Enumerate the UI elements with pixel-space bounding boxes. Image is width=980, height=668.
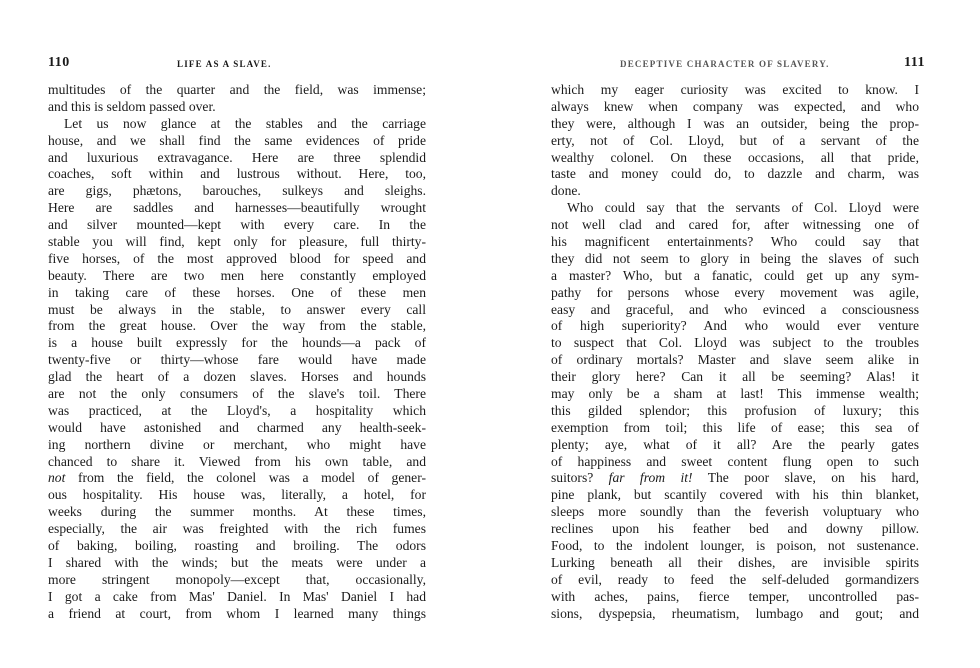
text-line [48, 133, 426, 150]
text-line [48, 504, 426, 521]
line-text: coaches, soft within and lustrous without. Here, too, [48, 166, 426, 182]
text-line [48, 200, 426, 217]
text-line [551, 335, 919, 352]
text-line [551, 166, 919, 183]
line-text-after: The poor slave, on his hard, [692, 470, 919, 486]
line-text: more stringent monopoly—except that, occasionally, [48, 571, 426, 587]
text-line [48, 470, 426, 487]
line-text: Who could say that the servants of Col. Lloyd were [567, 200, 919, 216]
line-text: Lurking beneath all their dishes, are invisible spirits [551, 554, 919, 570]
line-text: beauty. There are two men here constantly employed [48, 267, 426, 283]
text-line [48, 318, 426, 335]
line-text: is a house built expressly for the hounds—a pack of [48, 335, 426, 351]
text-line [551, 183, 919, 200]
line-text: I shared with the winds; but the meats were under a [48, 554, 426, 570]
text-line [48, 183, 426, 200]
line-text: of happiness and sweet content flung open to such [551, 453, 919, 469]
text-line [551, 470, 919, 487]
text-line [48, 234, 426, 251]
text-line [551, 285, 919, 302]
right-page [490, 0, 980, 668]
line-text: weeks during the summer months. At these times, [48, 504, 426, 520]
text-line [551, 572, 919, 589]
line-text: with aches, pains, fierce temper, uncontrolled pas- [551, 588, 919, 604]
text-line [48, 386, 426, 403]
text-line [551, 487, 919, 504]
text-line [551, 504, 919, 521]
line-text: multitudes of the quarter and the field, was immense; [48, 82, 426, 97]
text-line [551, 302, 919, 319]
text-line [48, 251, 426, 268]
line-text: of high superiority? And who would ever venture [551, 318, 919, 334]
right-page-body [551, 82, 919, 623]
line-text: this gilded splendor; this profusion of luxury; this [551, 402, 919, 418]
line-text: and silver mounted—kept with every care. In the [48, 217, 426, 233]
line-text: from the great house. Over the way from the stable, [48, 318, 426, 334]
text-line [48, 420, 426, 437]
line-text: exemption from toil; this life of ease; this sea of [551, 419, 919, 435]
text-line [551, 454, 919, 471]
line-text: of baking, boiling, roasting and broiling. The odors [48, 538, 426, 554]
text-line [48, 302, 426, 319]
line-text: they did not seem to glory in being the slaves of such [551, 250, 919, 266]
text-line [48, 572, 426, 589]
line-text: their glory here? Can it all be seeming? Alas! it [551, 369, 919, 385]
text-line [551, 589, 919, 606]
line-text: easy and graceful, and who evinced a consciousness [551, 301, 919, 317]
text-line [551, 318, 919, 335]
text-line [48, 521, 426, 538]
text-line [48, 150, 426, 167]
line-text: not well clad and cared for, after witnessing one of [551, 217, 919, 233]
line-text: are gigs, phætons, barouches, sulkeys and sleighs. [48, 183, 426, 199]
italic-span: far from it! [608, 470, 693, 486]
text-line [551, 234, 919, 251]
text-line [551, 555, 919, 572]
text-line [551, 403, 919, 420]
line-text: chanced to share it. Viewed from his own table, and [48, 453, 426, 469]
line-text: reclines upon his feather bed and downy pillow. [551, 521, 919, 537]
text-line [48, 606, 426, 623]
line-text: a master? Who, but a fanatic, could get up any sym- [551, 267, 919, 283]
text-line [48, 99, 426, 116]
line-text: Here are saddles and harnesses—beautifully wrought [48, 200, 426, 216]
line-text: from the field, the colonel was a model of gener- [65, 470, 426, 486]
line-text: Food, to the indolent lounger, is poison, not sustenance. [551, 538, 919, 554]
line-text: in taking care of these horses. One of these men [48, 284, 426, 300]
text-line [48, 437, 426, 454]
line-text: taste and money could do, to dazzle and charm, was [551, 166, 919, 182]
text-line [48, 217, 426, 234]
text-line [551, 437, 919, 454]
text-line [48, 403, 426, 420]
text-line [48, 454, 426, 471]
line-text: five horses, of the most approved blood for speed and [48, 250, 426, 266]
line-text: are not the only consumers of the slave's toil. There [48, 386, 426, 402]
line-text: wealthy colonel. On these occasions, all that pride, [551, 149, 919, 165]
text-line [551, 133, 919, 150]
line-text: suitors? [551, 470, 609, 486]
italic-span: not [48, 470, 66, 486]
line-text: always knew when company was expected, and who [551, 98, 919, 114]
text-line [551, 386, 919, 403]
line-text: and this is seldom passed over. [48, 98, 216, 114]
line-text: erty, not of Col. Lloyd, but of a servant of the [551, 132, 919, 148]
line-text: a friend at court, from whom I learned many things [48, 605, 426, 621]
left-page-body [48, 82, 426, 623]
line-text: pathy for persons whose every movement was agile, [551, 284, 919, 300]
text-line [551, 99, 919, 116]
line-text: I got a cake from Mas' Daniel. In Mas' Daniel I had [48, 588, 426, 604]
text-line [48, 268, 426, 285]
line-text: Let us now glance at the stables and the carriage [64, 115, 426, 131]
text-line [551, 268, 919, 285]
text-line [551, 116, 919, 133]
line-text: done. [551, 183, 581, 199]
text-line [48, 335, 426, 352]
text-line [551, 200, 919, 217]
text-line [551, 521, 919, 538]
line-text: must be always in the stable, to answer every call [48, 301, 426, 317]
line-text: of ordinary mortals? Master and slave seem alike in [551, 352, 919, 368]
line-text: his magnificent entertainments? Who could say that [551, 234, 919, 250]
line-text: plenty; aye, what of it all? Are the pearly gates [551, 436, 919, 452]
line-text: sleeps more soundly than the feverish voluptuary who [551, 504, 919, 520]
text-line [48, 555, 426, 572]
text-line [48, 589, 426, 606]
line-text: may only be a sham at last! This immense wealth; [551, 386, 919, 402]
line-text: stable you will find, kept only for pleasure, full thirty- [48, 234, 426, 250]
text-line [551, 82, 919, 99]
line-text: they were, although I was an outsider, being the prop- [551, 115, 919, 131]
line-text: of evil, ready to feed the self-deluded gormandizers [551, 571, 919, 587]
left-page-number: 110 [48, 55, 70, 70]
line-text: would have astonished and charmed any health-seek- [48, 419, 426, 435]
line-text: especially, the air was freighted with the rich fumes [48, 521, 426, 537]
text-line [48, 538, 426, 555]
line-text: ing northern divine or merchant, who might have [48, 436, 426, 452]
text-line [551, 606, 919, 623]
line-text: pine plank, but scantily covered with his thin blanket, [551, 487, 919, 503]
text-line [551, 420, 919, 437]
right-page-number: 111 [904, 55, 925, 70]
right-running-head: DECEPTIVE CHARACTER OF SLAVERY. [620, 59, 830, 69]
text-line [551, 251, 919, 268]
text-line [48, 352, 426, 369]
line-text: to suspect that Col. Lloyd was subject to the troubles [551, 335, 919, 351]
line-text: sions, dyspepsia, rheumatism, lumbago and gout; and [551, 605, 919, 621]
text-line [551, 369, 919, 386]
line-text: ous hospitality. His house was, literally, a hotel, for [48, 487, 426, 503]
text-line [48, 82, 426, 99]
text-line [551, 352, 919, 369]
text-line [551, 150, 919, 167]
left-running-head: LIFE AS A SLAVE. [177, 59, 272, 69]
line-text: glad the heart of a dozen slaves. Horses and hounds [48, 369, 426, 385]
line-text: which my eager curiosity was excited to know. I [551, 82, 919, 97]
text-line [48, 116, 426, 133]
line-text: was practiced, at the Lloyd's, a hospitality which [48, 402, 426, 418]
line-text: house, and we shall find the same evidences of pride [48, 132, 426, 148]
text-line [48, 487, 426, 504]
text-line [48, 369, 426, 386]
text-line [48, 166, 426, 183]
text-line [48, 285, 426, 302]
text-line [551, 538, 919, 555]
line-text: twenty-five or thirty—whose fare would have made [48, 352, 426, 368]
text-line [551, 217, 919, 234]
line-text: and luxurious extravagance. Here are three splendid [48, 149, 426, 165]
